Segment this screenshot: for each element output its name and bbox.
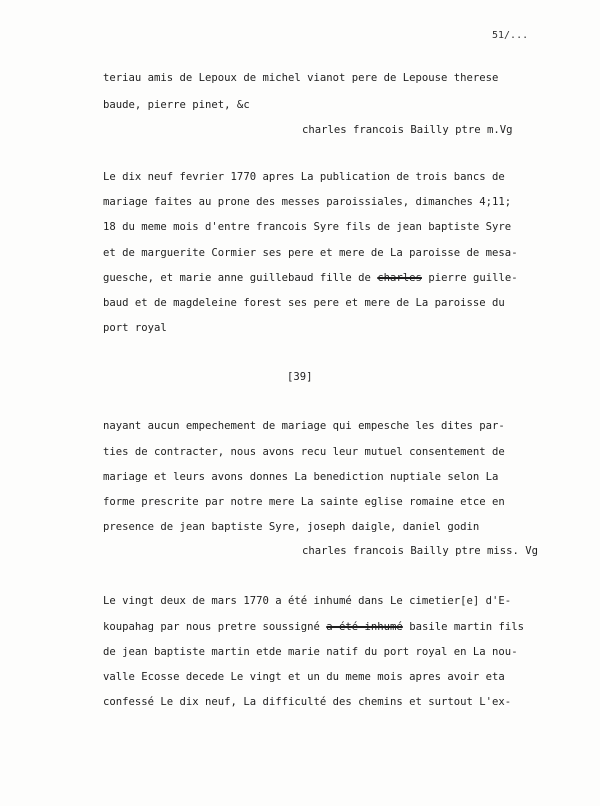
text-segment: guesche, et marie anne guillebaud fille de [103, 272, 371, 284]
text-line: Le dix neuf fevrier 1770 apres La publication de trois bancs de [103, 171, 505, 183]
text-line: 18 du meme mois d'entre francois Syre fils de jean baptiste Syre [103, 221, 512, 233]
text-line [103, 271, 518, 285]
text-line [103, 620, 524, 634]
text-segment: pierre guille- [428, 272, 518, 284]
text-line: teriau amis de Lepoux de michel vianot pere de Lepouse therese [103, 72, 499, 84]
text-line: valle Ecosse decede Le vingt et un du meme mois apres avoir eta [103, 671, 505, 683]
text-line: presence de jean baptiste Syre, joseph daigle, daniel godin [103, 521, 480, 533]
text-line: forme prescrite par notre mere La sainte eglise romaine etce en [103, 496, 505, 508]
page-number: 51/... [492, 30, 529, 41]
text-line: port royal [103, 322, 167, 334]
signature-line: charles francois Bailly ptre miss. Vg [302, 545, 538, 557]
text-line: mariage faites au prone des messes paroissiales, dimanches 4;11; [103, 196, 512, 208]
text-line: de jean baptiste martin etde marie natif du port royal en La nou- [103, 646, 518, 658]
text-line: confessé Le dix neuf, La difficulté des chemins et surtout L'ex- [103, 696, 512, 708]
page-marker: [39] [287, 371, 313, 383]
struck-text: charles [377, 272, 422, 284]
text-segment: basile martin fils [409, 621, 524, 633]
text-line: baude, pierre pinet, &c [103, 99, 250, 111]
text-line: baud et de magdeleine forest ses pere et mere de La paroisse du [103, 297, 505, 309]
signature-line: charles francois Bailly ptre m.Vg [302, 124, 513, 136]
text-line: ties de contracter, nous avons recu leur mutuel consentement de [103, 446, 505, 458]
struck-text: a été inhumé [326, 621, 403, 633]
text-line: mariage et leurs avons donnes La benediction nuptiale selon La [103, 471, 499, 483]
text-segment: koupahag par nous pretre soussigné [103, 621, 320, 633]
text-line: et de marguerite Cormier ses pere et mere de La paroisse de mesa- [103, 247, 518, 259]
text-line: Le vingt deux de mars 1770 a été inhumé dans Le cimetier[e] d'E- [103, 595, 512, 607]
text-line: nayant aucun empechement de mariage qui empesche les dites par- [103, 420, 505, 432]
